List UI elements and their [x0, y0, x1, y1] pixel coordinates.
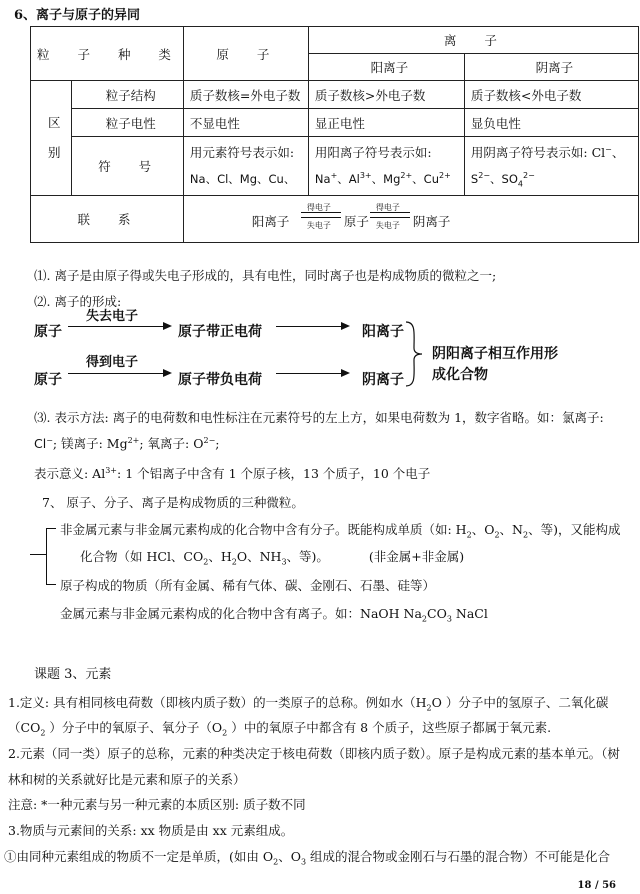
bracket-stem [30, 554, 46, 555]
flow-arrow-1-line [68, 326, 164, 327]
flow-atom-top: 原子 [34, 324, 62, 340]
flow-lose-label: 失去电子 [86, 309, 139, 324]
bracket-vertical [46, 528, 47, 584]
lesson-title: 课题 3、元素 [34, 667, 112, 682]
gain-label-2: 得电子 [375, 202, 400, 212]
definition-2: 2.元素（同一类）原子的总称，元素的种类决定于核电荷数（即核内质子数）。原子是构成元素的基本单元。（树 [8, 746, 620, 761]
symbol-atom: 用元素符号表示如: Na、Cl、Mg、Cu、 [183, 137, 308, 196]
link-cation: 阳离子 [251, 213, 290, 229]
bracket-top [46, 528, 56, 529]
lose-label-1: 失电子 [306, 220, 331, 230]
flow-arrow-4-head [341, 369, 350, 377]
definition-2-cont: 林和树的关系就好比是元素和原子的关系） [8, 772, 246, 787]
row-structure-label: 粒子结构 [72, 81, 183, 109]
structure-cation: 质子数核>外电子数 [308, 81, 464, 109]
paragraph-4: 表示意义: $Al^{3+}$: 1 个铝离子中含有 1 个原子核，13 个质子，10 个电子 [34, 465, 431, 481]
symbol-anion: 用阴离子符号表示如: Cl−、 $S^{2-}$、$SO_4^{2-}$ [464, 137, 638, 196]
link-diagram [183, 196, 638, 243]
flow-result-1: 阴阳离子相互作用形 [432, 346, 558, 362]
page-number: 18 / 56 [577, 880, 616, 891]
link-anion: 阴离子 [412, 213, 451, 229]
equilibrium-arrow-1 [301, 212, 341, 218]
header-atom: 原 子 [183, 27, 308, 81]
paragraph-1: ⑴. 离子是由原子得或失电子形成的，具有电性，同时离子也是构成物质的微粒之一; [34, 268, 497, 283]
paragraph-3: ⑶. 表示方法: 离子的电荷数和电性标注在元素符号的左上方，如果电荷数为 1，数字省略。如：氯离子: [34, 410, 604, 425]
diff-label: 区 别 [31, 81, 72, 196]
link-atom: 原子 [343, 213, 369, 229]
charge-cation: 显正电性 [308, 109, 464, 137]
gain-label-1: 得电子 [306, 202, 331, 212]
flow-result-2: 成化合物 [432, 367, 488, 383]
flow-arrow-1-head [163, 322, 172, 330]
paragraph-7: 7、 原子、分子、离子是构成物质的三种微粒。 [42, 495, 304, 510]
structure-anion: 质子数核<外电子数 [464, 81, 638, 109]
symbol-cation: 用阳离子符号表示如: Na+、$Al^{3+}$、$Mg^{2+}$、$Cu^{2+}$ [308, 137, 464, 196]
bullet-ions: 金属元素与非金属元素构成的化合物中含有离子。如：NaOH $Na_2CO_3$ NaCl [60, 606, 488, 624]
bullet-atoms: 原子构成的物质（所有金属、稀有气体、碳、金刚石、石墨、硅等） [60, 578, 436, 593]
definition-4: ①由同种元素组成的物质不一定是单质，(如由 $O_2$、$O_3$ 组成的混合物或金刚石与石墨的混合物）不可能是化合 [4, 849, 611, 867]
flow-cation: 阳离子 [362, 324, 404, 340]
header-ion: 离 子 [308, 27, 638, 54]
paragraph-3b: Cl−; 镁离子: $Mg^{2+}$; 氧离子: $O^{2-}$; [34, 435, 220, 451]
structure-atom: 质子数核=外电子数 [183, 81, 308, 109]
bullet-molecules-cont: 化合物（如 HCl、$CO_2$、$H_2O$、$NH_3$、等)。 (非金属+非金属) [80, 549, 465, 567]
row-symbol-label: 符 号 [72, 137, 183, 196]
bullet-molecules: 非金属元素与非金属元素构成的化合物中含有分子。既能构成单质（如: $H_2$、$O_2$、$N_2$、等)，又能构成 [60, 522, 621, 540]
flow-brace [404, 320, 426, 388]
flow-arrow-2-line [276, 326, 342, 327]
bracket-bottom [46, 584, 56, 585]
note: 注意: *一种元素与另一种元素的本质区别: 质子数不同 [8, 797, 306, 812]
charge-anion: 显负电性 [464, 109, 638, 137]
definition-1-cont: （$CO_2$ ）分子中的氧原子、氧分子（$O_2$ ）中的氧原子中都含有 8 个质子，这些原子都属于氧元素. [8, 720, 552, 738]
charge-atom: 不显电性 [183, 109, 308, 137]
section-heading: 6、离子与原子的异同 [14, 8, 141, 23]
header-particle: 粒 子 种 类 [31, 27, 184, 81]
flow-gain-label: 得到电子 [86, 355, 139, 370]
flow-arrow-4-line [276, 373, 342, 374]
flow-arrow-3-line [68, 373, 164, 374]
flow-neg-atom: 原子带负电荷 [178, 372, 262, 388]
lose-label-2: 失电子 [375, 220, 400, 230]
flow-pos-atom: 原子带正电荷 [178, 324, 262, 340]
header-cation: 阳离子 [308, 54, 464, 81]
ion-atom-table [30, 26, 639, 243]
flow-arrow-3-head [163, 369, 172, 377]
flow-anion: 阴离子 [362, 372, 404, 388]
definition-3: 3.物质与元素间的关系: xx 物质是由 xx 元素组成。 [8, 823, 294, 838]
definition-1: 1.定义: 具有相同核电荷数（即核内质子数）的一类原子的总称。例如水（$H_2O$ ）分子中的氢原子、二氧化碳 [8, 695, 609, 713]
row-charge-label: 粒子电性 [72, 109, 183, 137]
flow-atom-bottom: 原子 [34, 372, 62, 388]
header-anion: 阴离子 [464, 54, 638, 81]
equilibrium-arrow-2 [370, 212, 410, 218]
flow-arrow-2-head [341, 322, 350, 330]
row-link-label: 联 系 [31, 196, 184, 243]
paragraph-2: ⑵. 离子的形成: [34, 294, 122, 309]
